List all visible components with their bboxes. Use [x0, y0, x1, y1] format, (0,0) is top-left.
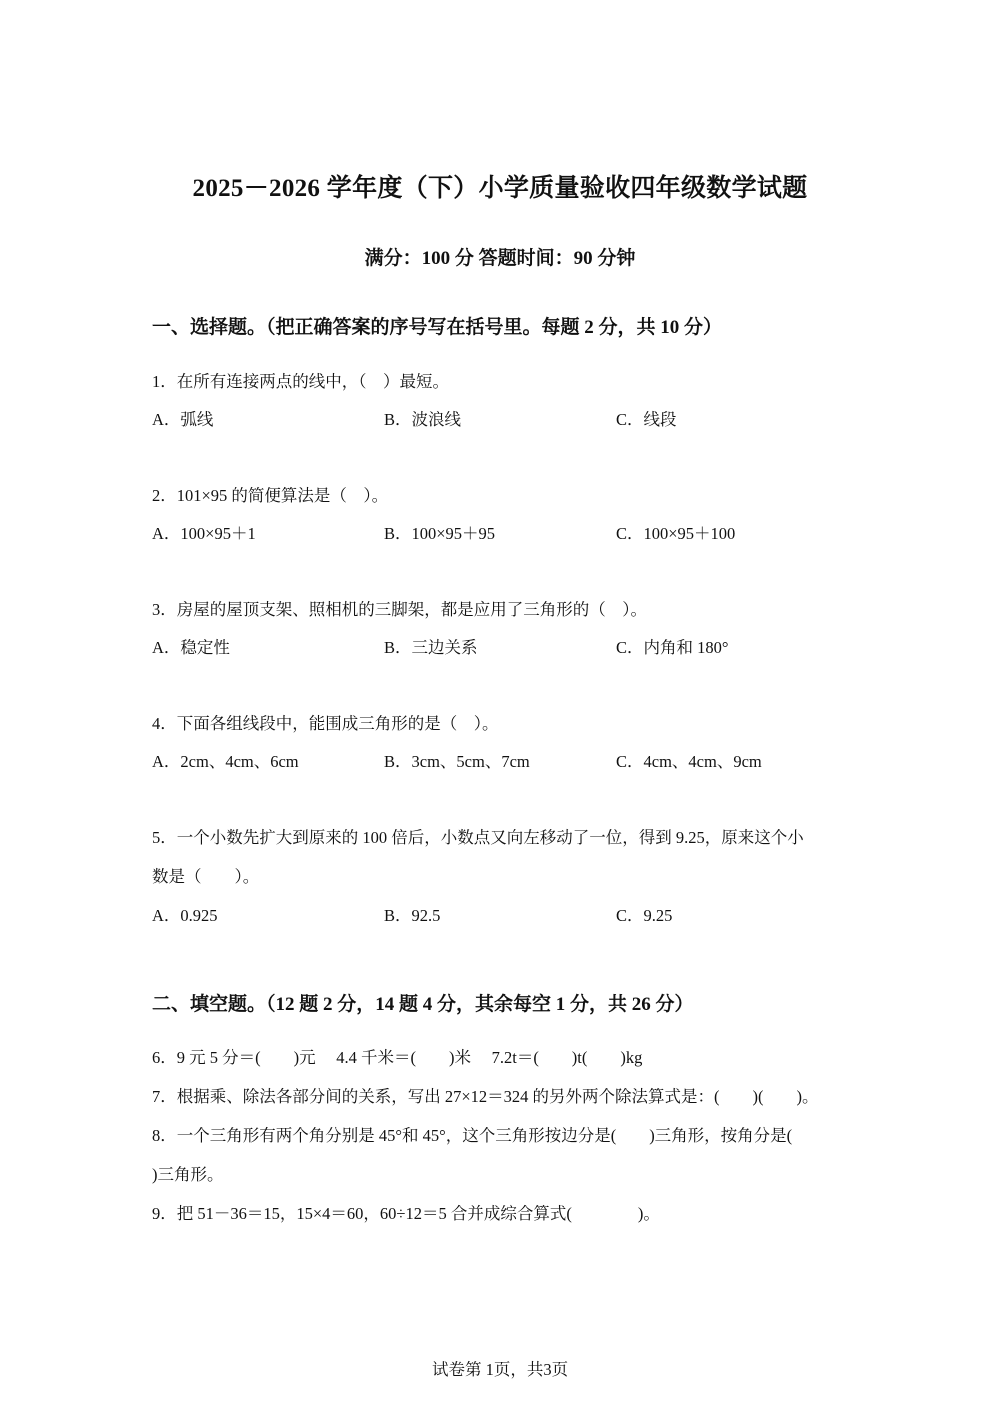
- option-4c: C．4cm、4cm、9cm: [616, 752, 762, 771]
- question-5: 5．一个小数先扩大到原来的 100 倍后，小数点又向左移动了一位，得到 9.25，原来这个小: [152, 828, 804, 847]
- question-9: 9．把 51－36＝15，15×4＝60，60÷12＝5 合并成综合算式( )。: [152, 1204, 660, 1223]
- exam-subtitle: 满分：100 分 答题时间：90 分钟: [364, 248, 636, 269]
- option-1c: C．线段: [616, 410, 677, 429]
- section-2-heading: 二、填空题。（12 题 2 分，14 题 4 分，其余每空 1 分，共 26 分）: [152, 994, 694, 1015]
- question-8-continued: )三角形。: [152, 1165, 224, 1184]
- page-footer: 试卷第 1页，共3页: [431, 1360, 569, 1379]
- question-1: 1．在所有连接两点的线中，（ ）最短。: [152, 372, 449, 391]
- option-1b: B．波浪线: [384, 410, 462, 429]
- option-3a: A．稳定性: [152, 638, 230, 657]
- section-1-heading: 一、选择题。（把正确答案的序号写在括号里。每题 2 分，共 10 分）: [152, 317, 723, 338]
- question-7: 7．根据乘、除法各部分间的关系，写出 27×12＝324 的另外两个除法算式是：( )( )。: [152, 1087, 819, 1106]
- option-3c: C．内角和 180°: [616, 638, 729, 657]
- option-2b: B．100×95＋95: [384, 524, 496, 543]
- question-5-continued: 数是（ ）。: [152, 867, 260, 886]
- option-5a: A．0.925: [152, 906, 218, 925]
- option-5b: B．92.5: [384, 906, 441, 925]
- option-1a: A．弧线: [152, 410, 214, 429]
- question-4: 4．下面各组线段中，能围成三角形的是（ ）。: [152, 714, 499, 733]
- option-2a: A．100×95＋1: [152, 524, 256, 543]
- question-6: 6．9 元 5 分＝( )元 4.4 千米＝( )米 7.2t＝( )t( )kg: [152, 1048, 643, 1067]
- question-2: 2．101×95 的简便算法是（ ）。: [152, 486, 389, 505]
- option-5c: C．9.25: [616, 906, 673, 925]
- question-8: 8．一个三角形有两个角分别是 45°和 45°，这个三角形按边分是( )三角形，按角分是(: [152, 1126, 793, 1145]
- option-3b: B．三边关系: [384, 638, 478, 657]
- option-2c: C．100×95＋100: [616, 524, 736, 543]
- option-4b: B．3cm、5cm、7cm: [384, 752, 530, 771]
- question-3: 3．房屋的屋顶支架、照相机的三脚架，都是应用了三角形的（ ）。: [152, 600, 647, 619]
- option-4a: A．2cm、4cm、6cm: [152, 752, 299, 771]
- exam-title: 2025－2026 学年度（下）小学质量验收四年级数学试题: [192, 175, 808, 202]
